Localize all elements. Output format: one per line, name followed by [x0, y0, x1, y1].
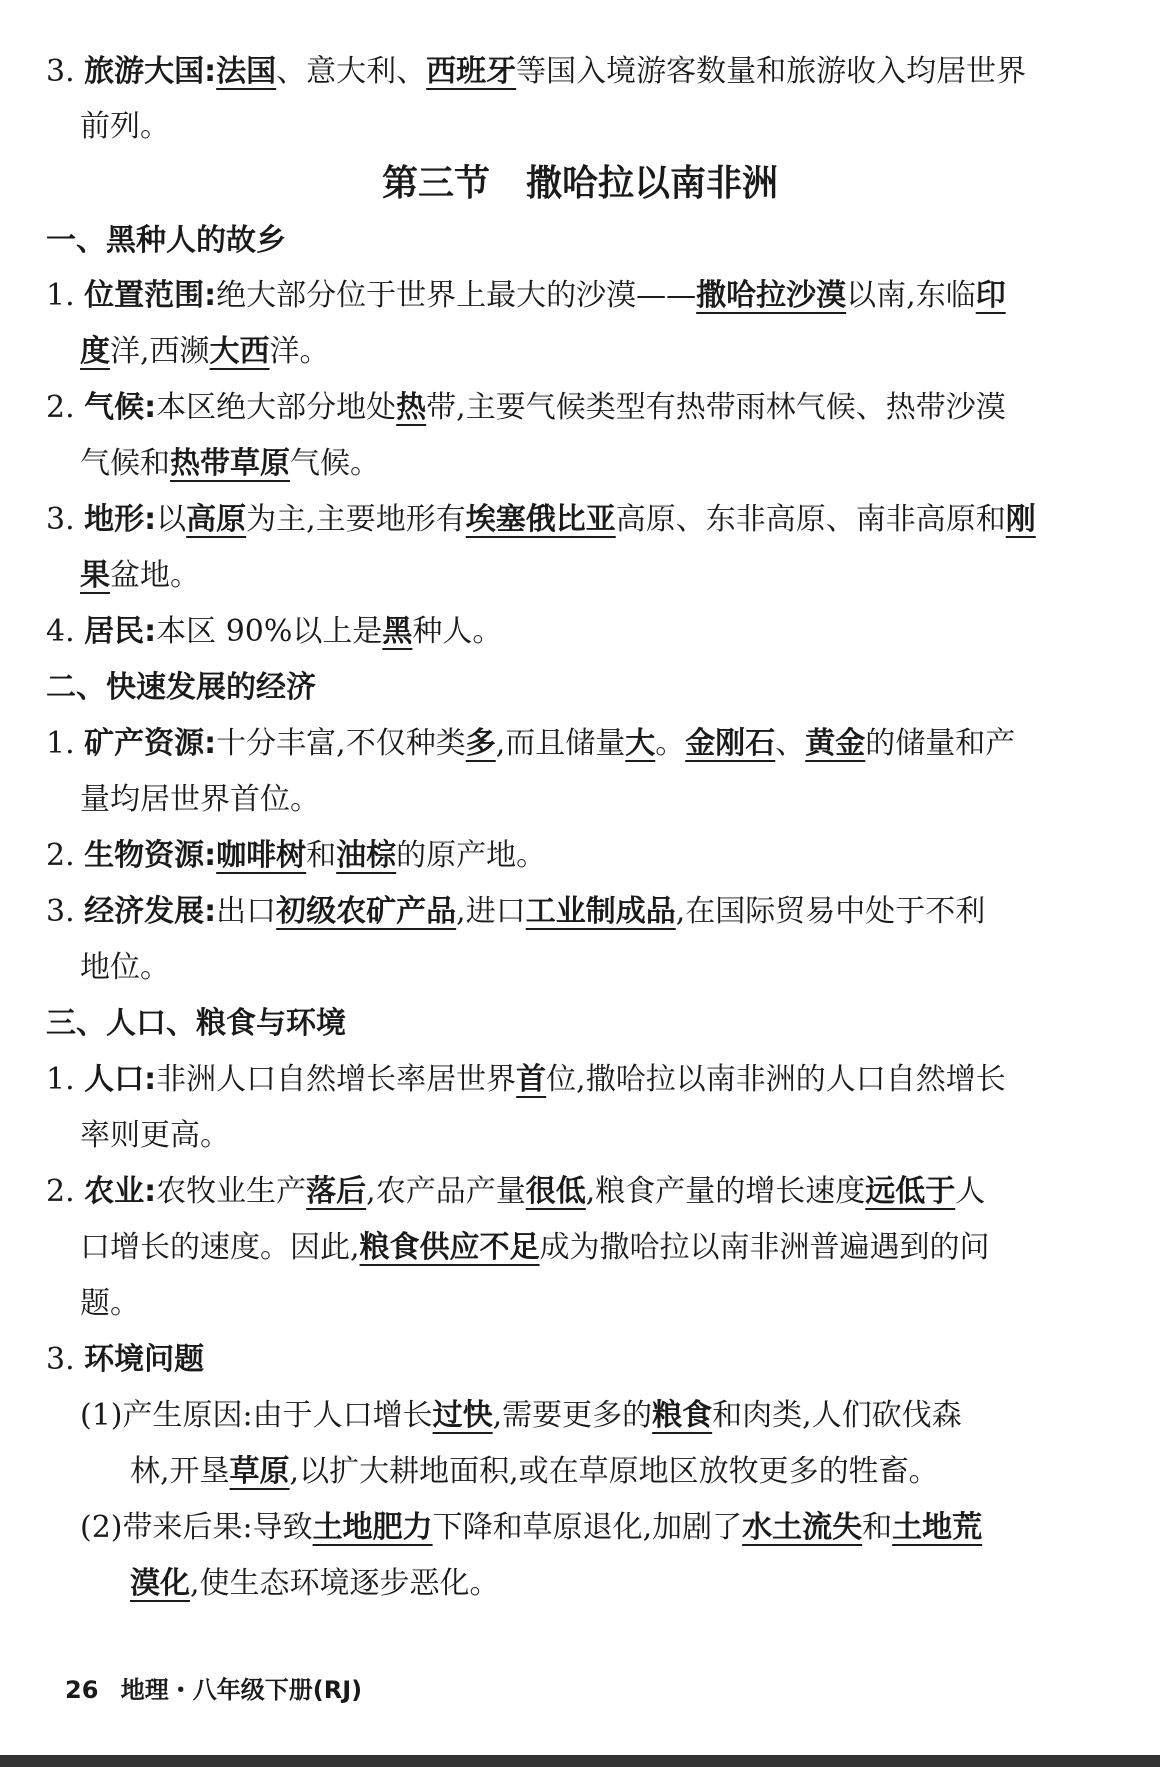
body-text: 3. — [46, 1342, 85, 1377]
body-text: 3. — [46, 54, 85, 89]
body-text: 1. — [46, 278, 85, 313]
body-text: 高原、东非高原、南非高原和 — [615, 502, 1006, 537]
text-line — [80, 1220, 1160, 1276]
body-text: 十分丰富,不仅种类 — [216, 726, 466, 761]
answer-text: 黄金 — [805, 726, 866, 761]
body-text: 和 — [306, 838, 337, 873]
text-line — [46, 884, 1160, 940]
body-text: 4. — [46, 614, 85, 649]
body-text: ,在国际贸易中处于不利 — [675, 894, 986, 929]
answer-text: 西班牙 — [426, 54, 517, 89]
text-line — [46, 996, 1160, 1052]
body-text: ,使生态环境逐步恶化。 — [190, 1566, 500, 1601]
bottom-bar — [0, 1755, 1160, 1767]
answer-text: 工业制成品 — [525, 894, 676, 929]
text-line — [80, 436, 1160, 492]
body-text: 本区 90%以上是 — [156, 614, 383, 649]
body-text: 盆地。 — [110, 558, 200, 593]
answer-text: 印 — [975, 278, 1006, 313]
body-text: 种人。 — [412, 614, 503, 649]
body-text: ,而且储量 — [495, 726, 626, 761]
bold-label: 经济发展: — [84, 894, 217, 929]
answer-text: 大西 — [209, 334, 270, 369]
body-text: 气候。 — [290, 446, 380, 481]
text-line — [46, 492, 1160, 548]
bold-label: 气候: — [84, 390, 157, 425]
text-line — [80, 1388, 1160, 1444]
answer-text: 水土流失 — [742, 1510, 863, 1545]
book-title: 地理・八年级下册(RJ) — [120, 1676, 363, 1704]
answer-text: 果 — [80, 558, 110, 593]
body-text: 的原产地。 — [396, 838, 547, 873]
answer-text: 刚 — [1005, 502, 1036, 537]
answer-text: 粮食供应不足 — [359, 1230, 540, 1265]
text-line — [80, 1500, 1160, 1556]
answer-text: 首 — [516, 1062, 547, 1097]
text-line — [80, 1276, 1160, 1332]
body-text: 口增长的速度。因此, — [80, 1230, 360, 1265]
body-text: ,进口 — [456, 894, 526, 929]
answer-text: 大 — [625, 726, 656, 761]
bold-label: 矿产资源: — [84, 726, 217, 761]
body-text: 3. — [46, 894, 85, 929]
body-text: 1. — [46, 1062, 85, 1097]
text-line — [46, 1052, 1160, 1108]
bold-label: 农业: — [84, 1174, 157, 1209]
text-line — [80, 772, 1160, 828]
answer-text: 落后 — [306, 1174, 367, 1209]
body-text: 农牧业生产 — [156, 1174, 307, 1209]
bold-label: 位置范围: — [84, 278, 217, 313]
body-text: 出口 — [216, 894, 277, 929]
body-text: 位,撒哈拉以南非洲的人口自然增长 — [546, 1062, 1006, 1097]
bold-label: 居民: — [84, 614, 157, 649]
bold-label: 旅游大国: — [84, 54, 217, 89]
body-text: 下降和草原退化,加剧了 — [432, 1510, 743, 1545]
bold-label: 三、人口、粮食与环境 — [46, 1006, 346, 1041]
answer-text: 草原 — [229, 1454, 290, 1489]
answer-text: 黑 — [382, 614, 413, 649]
body-text: ,粮食产量的增长速度 — [585, 1174, 866, 1209]
body-text: 1. — [46, 726, 85, 761]
bold-label: 生物资源: — [84, 838, 217, 873]
text-line — [46, 716, 1160, 772]
body-text: 洋。 — [269, 334, 330, 369]
text-line — [46, 604, 1160, 660]
answer-text: 土地肥力 — [312, 1510, 433, 1545]
text-line — [46, 828, 1160, 884]
body-text: 为主,主要地形有 — [246, 502, 466, 537]
body-text: 以南,东临 — [846, 278, 976, 313]
body-text: 以 — [156, 502, 187, 537]
text-line — [46, 1164, 1160, 1220]
answer-text: 撒哈拉沙漠 — [696, 278, 847, 313]
body-text: 率则更高。 — [80, 1118, 230, 1153]
body-text: 、意大利、 — [276, 54, 427, 89]
body-text: 和 — [862, 1510, 893, 1545]
body-text: 洋,西濒 — [110, 334, 210, 369]
text-line — [80, 1108, 1160, 1164]
page-number: 26 — [65, 1676, 99, 1704]
body-text: ,以扩大耕地面积,或在草原地区放牧更多的牲畜。 — [289, 1454, 939, 1489]
answer-text: 油棕 — [336, 838, 397, 873]
answer-text: 初级农矿产品 — [276, 894, 457, 929]
text-line — [46, 1332, 1160, 1388]
body-text: 带,主要气候类型有热带雨林气候、热带沙漠 — [426, 390, 1006, 425]
answer-text: 咖啡树 — [216, 838, 307, 873]
text-line — [46, 213, 1160, 269]
answer-text: 度 — [80, 334, 110, 369]
body-text: 地位。 — [80, 950, 170, 985]
answer-text: 漠化 — [130, 1566, 190, 1601]
bold-label: 二、快速发展的经济 — [46, 670, 316, 705]
bold-label: 地形: — [84, 502, 157, 537]
answer-text: 热 — [396, 390, 427, 425]
text-line — [130, 1444, 1160, 1500]
body-text: 2. — [46, 838, 85, 873]
answer-text: 埃塞俄比亚 — [465, 502, 616, 537]
body-text: 气候和 — [80, 446, 170, 481]
body-text: ,需要更多的 — [492, 1398, 653, 1433]
bold-label: 环境问题 — [84, 1342, 205, 1377]
body-text: 和肉类,人们砍伐森 — [712, 1398, 962, 1433]
answer-text: 远低于 — [865, 1174, 956, 1209]
answer-text: 土地荒 — [892, 1510, 983, 1545]
text-line — [46, 268, 1160, 324]
body-text: 、 — [775, 726, 806, 761]
body-text: ,农产品产量 — [366, 1174, 526, 1209]
body-text: 非洲人口自然增长率居世界 — [156, 1062, 517, 1097]
body-text: 题。 — [80, 1286, 140, 1321]
body-text: (1)产生原因:由于人口增长 — [80, 1398, 433, 1433]
text-line — [46, 44, 1160, 100]
body-text: 3. — [46, 502, 85, 537]
text-line — [80, 940, 1160, 996]
text-line — [80, 548, 1160, 604]
page-footer — [65, 1670, 376, 1705]
text-line — [46, 660, 1160, 716]
answer-text: 过快 — [432, 1398, 493, 1433]
bold-label: 一、黑种人的故乡 — [46, 223, 286, 258]
body-text: 林,开垦 — [130, 1454, 230, 1489]
text-line — [80, 99, 1160, 155]
body-text: (2)带来后果:导致 — [80, 1510, 313, 1545]
text-line — [46, 380, 1160, 436]
section-title: 第三节 撒哈拉以南非洲 — [381, 162, 778, 204]
text-line — [130, 1556, 1160, 1612]
body-text: 量均居世界首位。 — [80, 782, 320, 817]
body-text: 2. — [46, 390, 85, 425]
text-line — [80, 324, 1160, 380]
body-text: 本区绝大部分地处 — [156, 390, 397, 425]
body-text: 的储量和产 — [865, 726, 1016, 761]
body-text: 绝大部分位于世界上最大的沙漠—— — [216, 278, 697, 313]
answer-text: 法国 — [216, 54, 277, 89]
body-text: 人 — [955, 1174, 986, 1209]
body-text: 等国入境游客数量和旅游收入均居世界 — [516, 54, 1027, 89]
answer-text: 多 — [465, 726, 496, 761]
answer-text: 很低 — [525, 1174, 586, 1209]
answer-text: 粮食 — [652, 1398, 713, 1433]
body-text: 2. — [46, 1174, 85, 1209]
answer-text: 高原 — [186, 502, 247, 537]
answer-text: 金刚石 — [685, 726, 776, 761]
body-text: 。 — [655, 726, 686, 761]
bold-label: 人口: — [84, 1062, 157, 1097]
answer-text: 热带草原 — [170, 446, 290, 481]
body-text: 成为撒哈拉以南非洲普遍遇到的问 — [539, 1230, 990, 1265]
body-text: 前列。 — [80, 109, 170, 144]
